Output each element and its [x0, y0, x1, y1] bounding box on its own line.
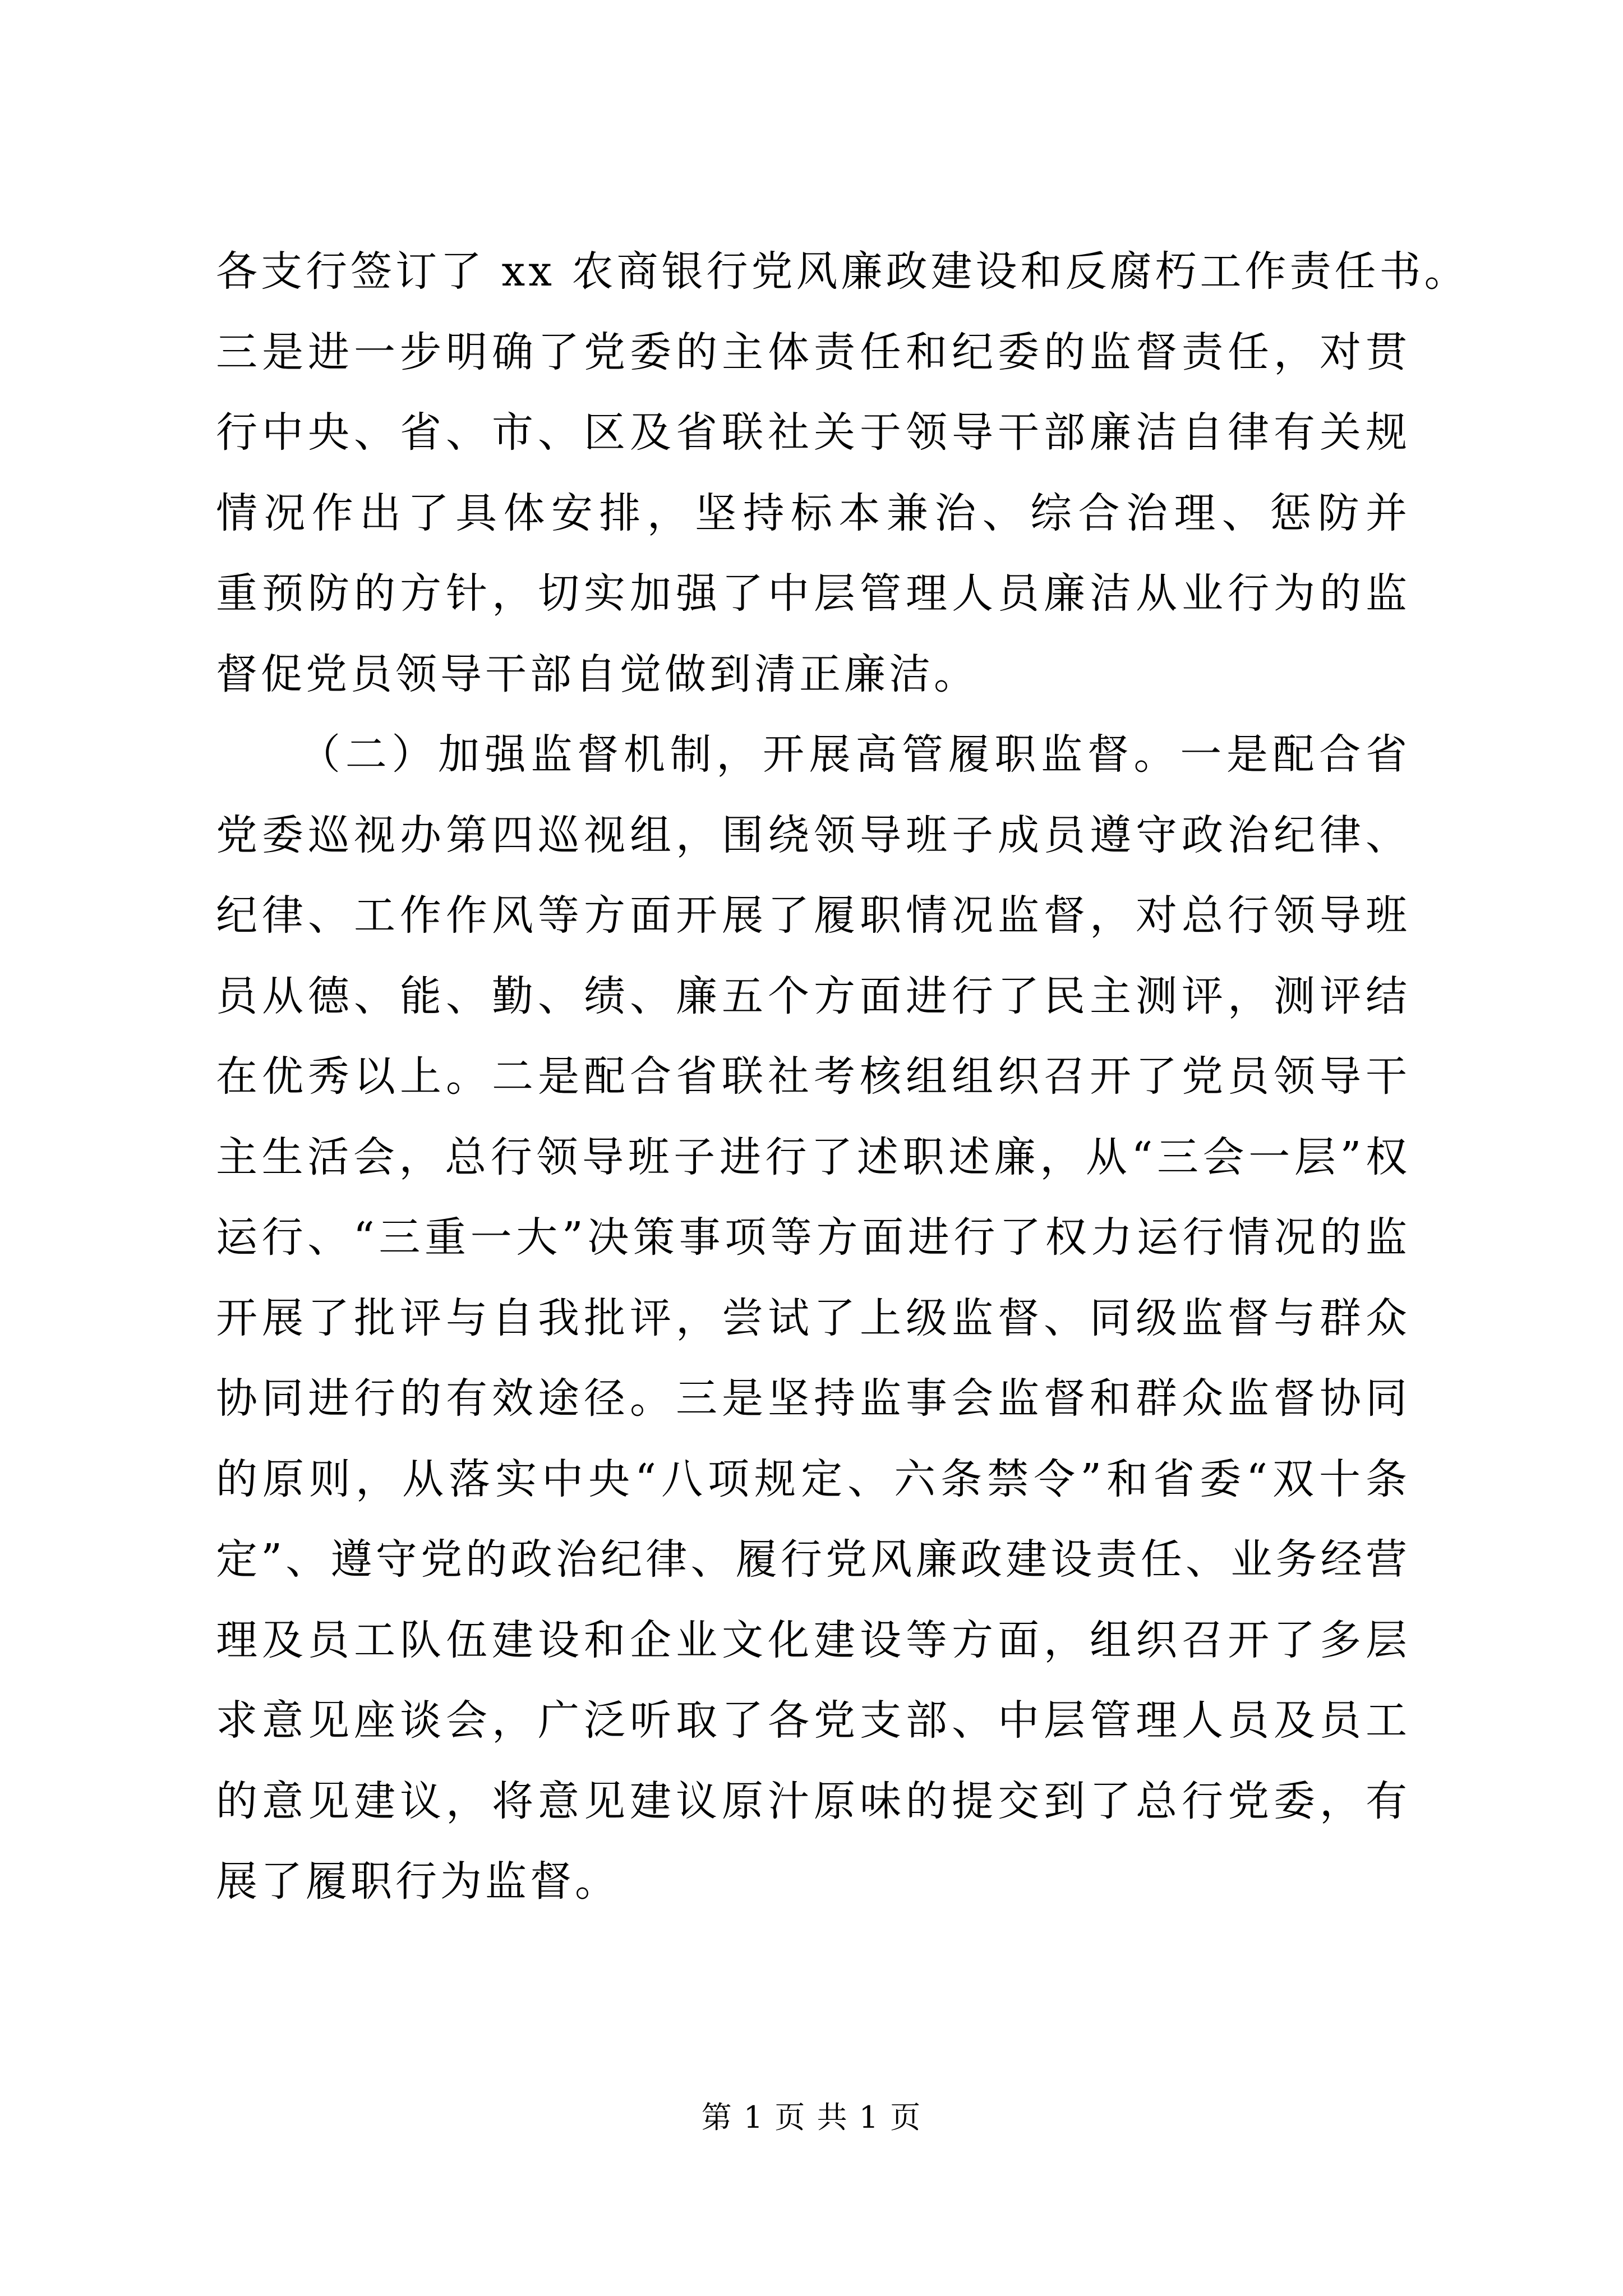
body-line: 协同进行的有效途径。三是坚持监事会监督和群众监督协同 — [216, 1374, 1410, 1423]
page-number-label: 第 1 页 共 1 页 — [701, 2100, 922, 2135]
body-line: 在优秀以上。二是配合省联社考核组组织召开了党员领导干 — [216, 1052, 1410, 1101]
body-line: 开展了批评与自我批评，尝试了上级监督、同级监督与群众 — [216, 1294, 1410, 1342]
body-line: 理及员工队伍建设和企业文化建设等方面，组织召开了多层 — [216, 1616, 1410, 1664]
body-line: 的意见建议，将意见建议原汁原味的提交到了总行党委，有 — [216, 1777, 1410, 1825]
body-line: 定”、遵守党的政治纪律、履行党风廉政建设责任、业务经营 — [216, 1535, 1410, 1584]
body-line: 员从德、能、勤、绩、廉五个方面进行了民主测评，测评结 — [216, 972, 1410, 1020]
body-line: 重预防的方针，切实加强了中层管理人员廉洁从业行为的监 — [216, 569, 1410, 618]
body-line: 三是进一步明确了党委的主体责任和纪委的监督责任，对贯 — [216, 328, 1410, 376]
body-line: 求意见座谈会，广泛听取了各党支部、中层管理人员及员工 — [216, 1696, 1410, 1745]
body-line: 运行、“三重一大”决策事项等方面进行了权力运行情况的监 — [216, 1213, 1410, 1262]
body-line: 行中央、省、市、区及省联社关于领导干部廉洁自律有关规 — [216, 408, 1410, 457]
section-heading-line: （二）加强监督机制，开展高管履职监督。一是配合省 — [299, 730, 1410, 779]
body-line: 的原则，从落实中央“八项规定、六条禁令”和省委“双十条 — [216, 1455, 1410, 1503]
body-line: 展了履职行为监督。 — [216, 1857, 620, 1906]
body-line: 主生活会，总行领导班子进行了述职述廉，从“三会一层”权 — [216, 1133, 1410, 1181]
body-line: 纪律、工作作风等方面开展了履职情况监督，对总行领导班 — [216, 891, 1410, 940]
document-body — [216, 232, 1469, 1922]
body-line: 党委巡视办第四巡视组，围绕领导班子成员遵守政治纪律、 — [216, 811, 1410, 859]
body-line: 情况作出了具体安排，坚持标本兼治、综合治理、惩防并 — [216, 489, 1410, 537]
body-line: 督促党员领导干部自觉做到清正廉洁。 — [216, 650, 979, 698]
body-line: 各支行签订了 xx 农商银行党风廉政建设和反腐朽工作责任书。 — [216, 247, 1469, 296]
page-footer — [0, 2098, 1623, 2137]
